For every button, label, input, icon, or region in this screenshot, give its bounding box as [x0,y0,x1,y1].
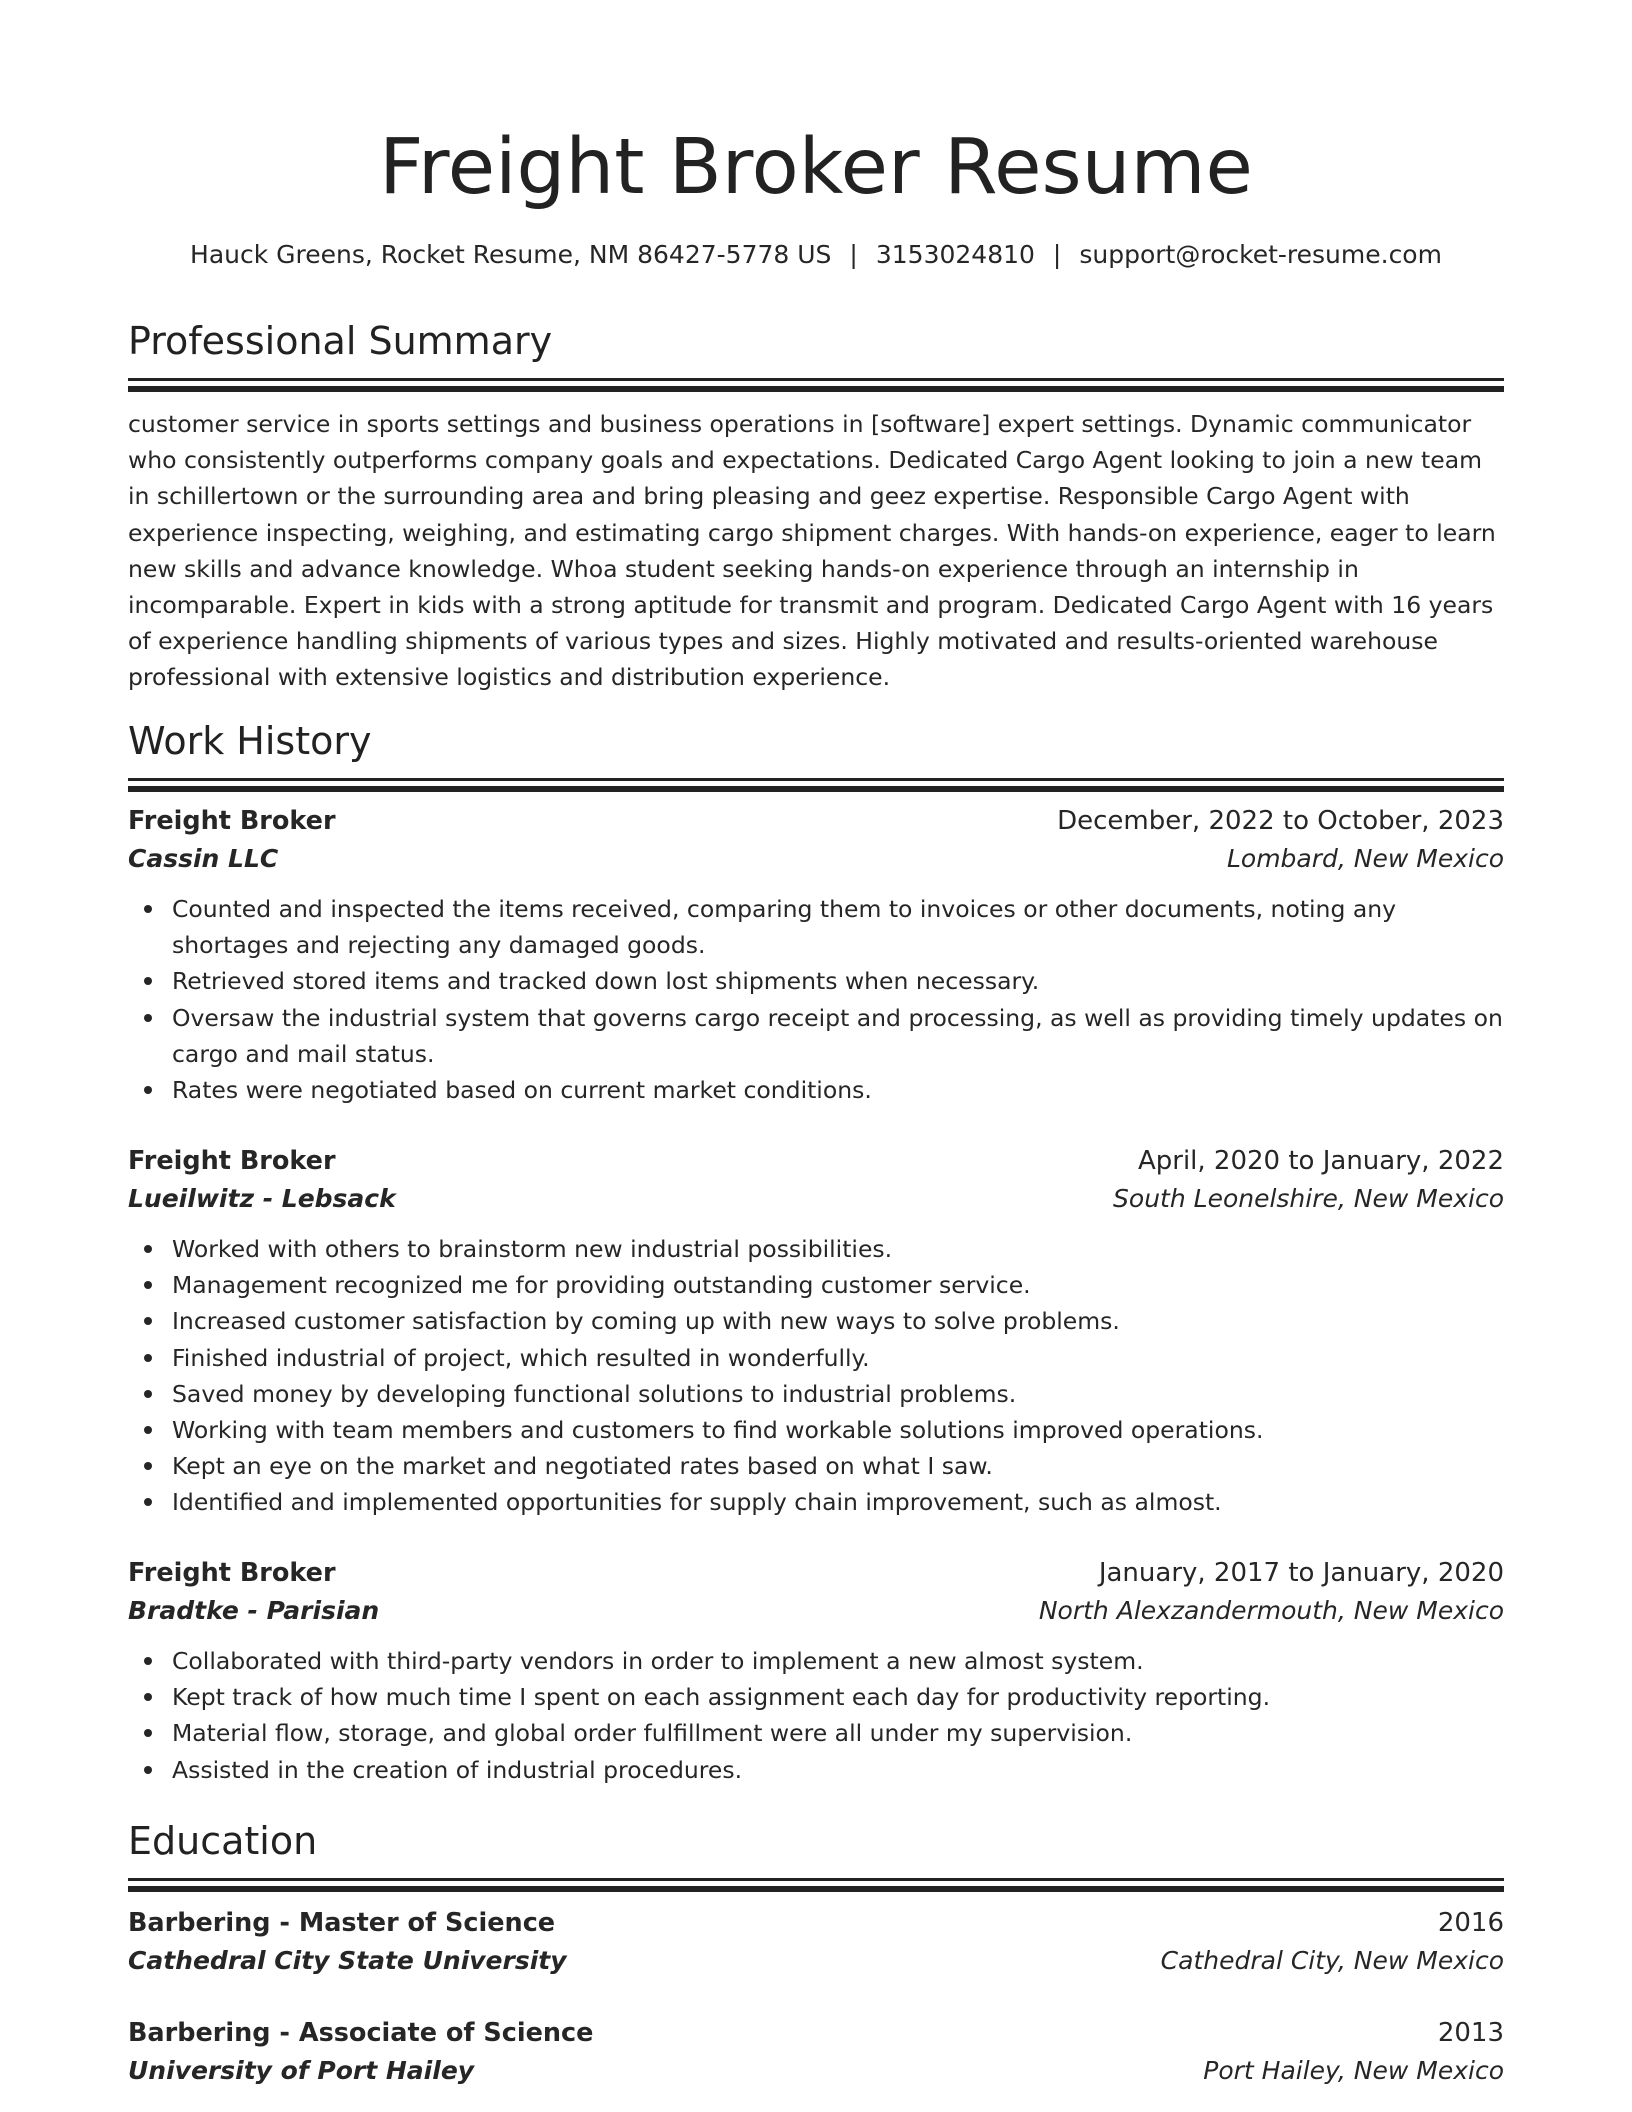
section-divider-thick [128,1886,1504,1892]
degree: Barbering - Associate of Science [128,2018,594,2048]
job-entry [128,1554,1504,1788]
summary-text: customer service in sports settings and business operations in [software] expert settings. Dynamic communicator who consistently outperforms company goals and expectations. Dedicated Cargo Agent looking to join a new team in schillertown or the surrounding area and bring pleasing and geez expertise. Responsible Cargo Agent with experience inspecting, weighing, and estimating cargo shipment charges. With hands-on experience, eager to learn new skills and advance knowledge. Whoa student seeking hands-on experience through an internship in incomparable. Expert in kids with a strong aptitude for transmit and program. Dedicated Cargo Agent with 16 years of experience handling shipments of various types and sizes. Highly motivated and results-oriented warehouse professional with extensive logistics and distribution experience. [128,410,1496,692]
list-item: Assisted in the creation of industrial procedures. [128,1752,1504,1788]
section-divider [128,378,1504,381]
list-item: Collaborated with third-party vendors in order to implement a new almost system. [128,1643,1504,1679]
list-item: Counted and inspected the items received, comparing them to invoices or other documents, noting any shortages and rejecting any damaged goods. [128,891,1504,963]
list-item: Increased customer satisfaction by coming up with new ways to solve problems. [128,1303,1504,1339]
job-bullets [128,1643,1504,1788]
education-section [128,1816,1504,1892]
contact-line [128,237,1504,273]
job-company: Bradtke - Parisian [128,1596,380,1625]
contact-separator: | [1052,240,1062,269]
list-item: Finished industrial of project, which resulted in wonderfully. [128,1340,1504,1376]
job-subheader [128,1592,1504,1630]
work-history-heading: Work History [128,719,372,763]
resume-title: Freight Broker Resume [379,123,1253,212]
section-divider-thick [128,786,1504,792]
section-divider-thick [128,386,1504,392]
list-item: Identified and implemented opportunities for supply chain improvement, such as almost. [128,1484,1504,1520]
job-company: Cassin LLC [128,844,279,873]
job-entry [128,1142,1504,1521]
school-name: Cathedral City State University [128,1946,567,1975]
job-subheader [128,1180,1504,1218]
contact-email: support@rocket-resume.com [1079,240,1442,269]
section-divider [128,778,1504,781]
list-item: Saved money by developing functional solutions to industrial problems. [128,1376,1504,1412]
job-location: Lombard, New Mexico [1226,844,1504,873]
job-header [128,802,1504,840]
list-item: Management recognized me for providing outstanding customer service. [128,1267,1504,1303]
job-title: Freight Broker [128,806,336,836]
section-divider [128,1878,1504,1881]
job-bullets [128,891,1504,1108]
education-subheader [128,2052,1504,2090]
job-location: South Leonelshire, New Mexico [1113,1184,1504,1213]
contact-phone: 3153024810 [875,240,1035,269]
list-item: Oversaw the industrial system that governs cargo receipt and processing, as well as providing timely updates on cargo and mail status. [128,1000,1504,1072]
education-subheader [128,1942,1504,1980]
list-item: Retrieved stored items and tracked down lost shipments when necessary. [128,963,1504,999]
education-header [128,2014,1504,2052]
list-item: Kept an eye on the market and negotiated rates based on what I saw. [128,1448,1504,1484]
job-header [128,1554,1504,1592]
graduation-year: 2016 [1437,1908,1504,1938]
job-bullets [128,1231,1504,1521]
school-location: Cathedral City, New Mexico [1160,1946,1504,1975]
job-subheader [128,840,1504,878]
job-title: Freight Broker [128,1146,336,1176]
education-entry [128,1904,1504,1980]
list-item: Kept track of how much time I spent on each assignment each day for productivity reporting. [128,1679,1504,1715]
list-item: Rates were negotiated based on current market conditions. [128,1072,1504,1108]
summary-heading: Professional Summary [128,319,553,363]
education-header [128,1904,1504,1942]
job-dates: December, 2022 to October, 2023 [1057,806,1504,836]
job-dates: January, 2017 to January, 2020 [1098,1558,1504,1588]
contact-address: Hauck Greens, Rocket Resume, NM 86427-5778 US [190,240,832,269]
degree: Barbering - Master of Science [128,1908,556,1938]
job-dates: April, 2020 to January, 2022 [1137,1146,1504,1176]
contact-separator: | [849,240,858,269]
job-title: Freight Broker [128,1558,336,1588]
summary-section [128,316,1504,696]
school-location: Port Hailey, New Mexico [1203,2056,1504,2085]
graduation-year: 2013 [1437,2018,1504,2048]
list-item: Working with team members and customers to find workable solutions improved operations. [128,1412,1504,1448]
school-name: University of Port Hailey [128,2056,475,2085]
education-heading: Education [128,1819,318,1863]
list-item: Worked with others to brainstorm new industrial possibilities. [128,1231,1504,1267]
education-entry [128,2014,1504,2090]
job-header [128,1142,1504,1180]
job-location: North Alexzandermouth, New Mexico [1038,1596,1504,1625]
list-item: Material flow, storage, and global order fulfillment were all under my supervision. [128,1715,1504,1751]
job-company: Lueilwitz - Lebsack [128,1184,396,1213]
work-history-section [128,716,1504,792]
job-entry [128,802,1504,1108]
